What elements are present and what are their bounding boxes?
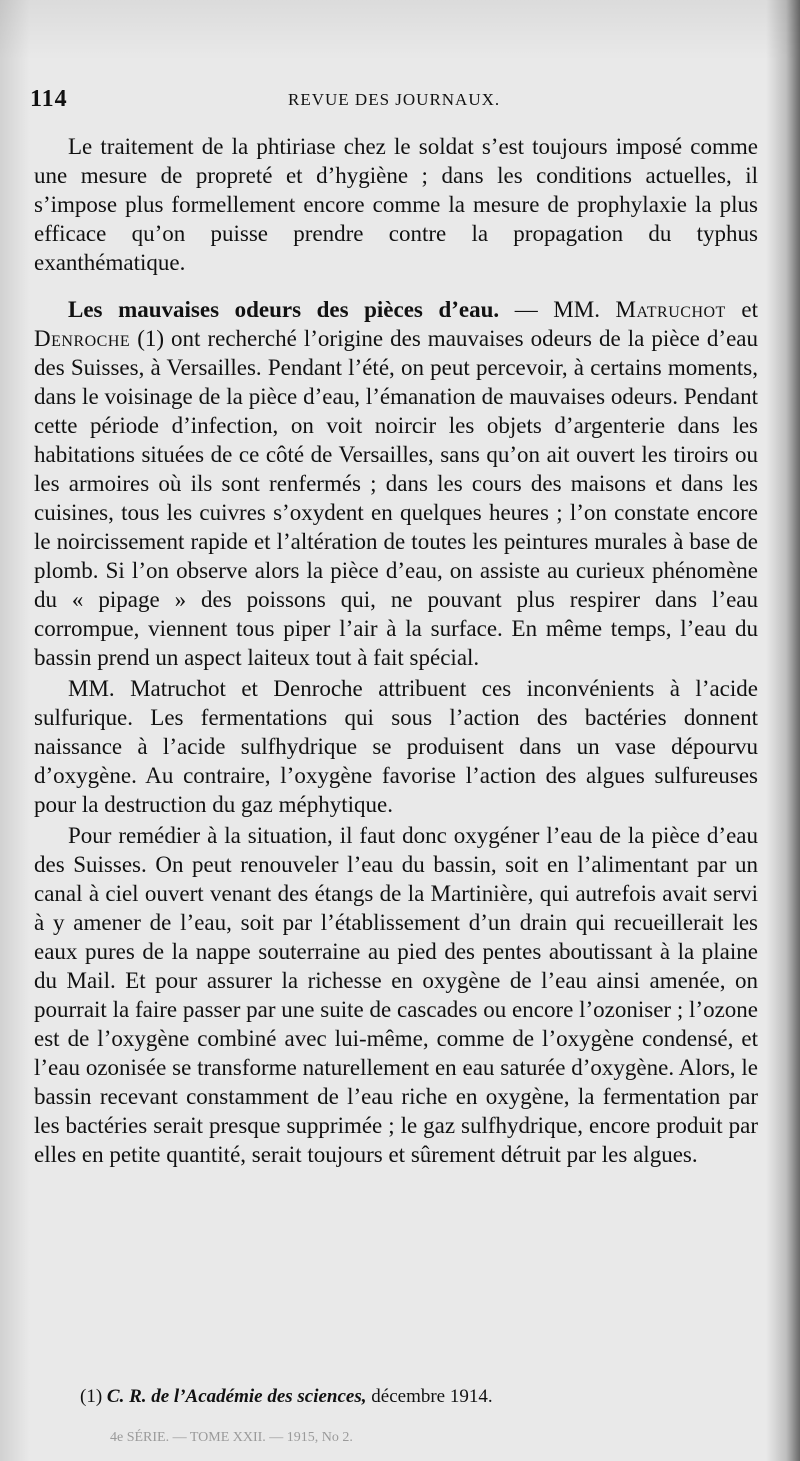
author-matruchot: Matruchot (615, 297, 726, 322)
section-title: Les mauvaises odeurs des pièces d’eau. (68, 297, 500, 322)
article-body (34, 132, 758, 1169)
footer-bleed-through: 4e SÉRIE. — TOME XXII. — 1915, No 2. (110, 1430, 353, 1445)
footnote-reference: C. R. de l’Académie des sciences, (106, 1386, 367, 1407)
page-number: 114 (30, 86, 68, 112)
paragraph-remedier: Pour remédier à la situation, il faut donc oxygéner l’eau de la pièce d’eau des Suisses. On peut renouveler l’eau du bassin, soit en l’alimentant par un canal à ciel ouvert venant des étangs de la Martinière, qui autrefois avait servi à y amener de l’eau, soit par l’établissement d’un drain qui recueillerait les eaux pures de la nappe souterraine au pied des pentes aboutissant à la plaine du Mail. Et pour assurer la richesse en oxygène de l’eau ainsi amenée, on pourrait la faire passer par une suite de cascades ou encore l’ozoniser ; l’ozone est de l’oxygène combiné avec lui-même, comme de l’oxygène condensé, et l’eau ozonisée se transforme naturellement en eau saturée d’oxygène. Alors, le bassin recevant constamment de l’eau riche en oxygène, la fermentation par les bactéries serait presque supprimée ; le gaz sulfhydrique, encore produit par elles en petite quantité, serait toujours et sûrement détruit par les algues. (34, 823, 758, 1167)
running-head: REVUE DES JOURNAUX. (288, 90, 501, 109)
footnote (80, 1386, 493, 1408)
footnote-marker: (1) (80, 1386, 103, 1407)
author-denroche: Denroche (34, 326, 131, 351)
paragraph-mauvaises-odeurs (34, 295, 758, 672)
paragraph-acide-sulfurique: MM. Matruchot et Denroche attribuent ces inconvénients à l’acide sulfurique. Les fermentations qui sous l’action des bactéries donnent naissance à l’acide sulfhydrique se produisent dans un vase dépourvu d’oxygène. Au contraire, l’oxygène favorise l’action des algues sulfureuses pour la destruction du gaz méphytique. (34, 676, 758, 817)
page-header (30, 86, 760, 120)
paragraph-phtiriase: Le traitement de la phtiriase chez le soldat s’est toujours imposé comme une mesure de propreté et d’hygiène ; dans les conditions actuelles, il s’impose plus formellement encore comme la mesure de prophylaxie la plus efficace qu’on puisse prendre contre la propagation du typhus exanthématique. (34, 134, 758, 275)
author-conjunction: et (725, 297, 759, 322)
paragraph-text: (1) ont recherché l’origine des mauvaises odeurs de la pièce d’eau des Suisses, à Versailles. Pendant l’été, on peut percevoir, à certains moments, dans le voisinage de la pièce d’eau, l’émanation de mauvaises odeurs. Pendant cette période d’infection, on voit noircir les objets d’argenterie dans les habitations situées de ce côté de Versailles, sans qu’on ait ouvert les tiroirs ou les armoires où ils sont renfermés ; dans les cours des maisons et dans les cuisines, tous les cuivres s’oxydent en quelques heures ; l’on constate encore le noircissement rapide et l’altération de toutes les peintures murales à base de plomb. Si l’on observe alors la pièce d’eau, on assiste au curieux phénomène du « pipage » des poissons qui, ne pouvant plus respirer dans l’eau corrompue, viennent tous piper l’air à la surface. En même temps, l’eau du bassin prend un aspect laiteux tout à fait spécial. (34, 326, 758, 670)
title-dash: — MM. (499, 297, 616, 322)
footnote-date: décembre 1914. (371, 1386, 493, 1407)
